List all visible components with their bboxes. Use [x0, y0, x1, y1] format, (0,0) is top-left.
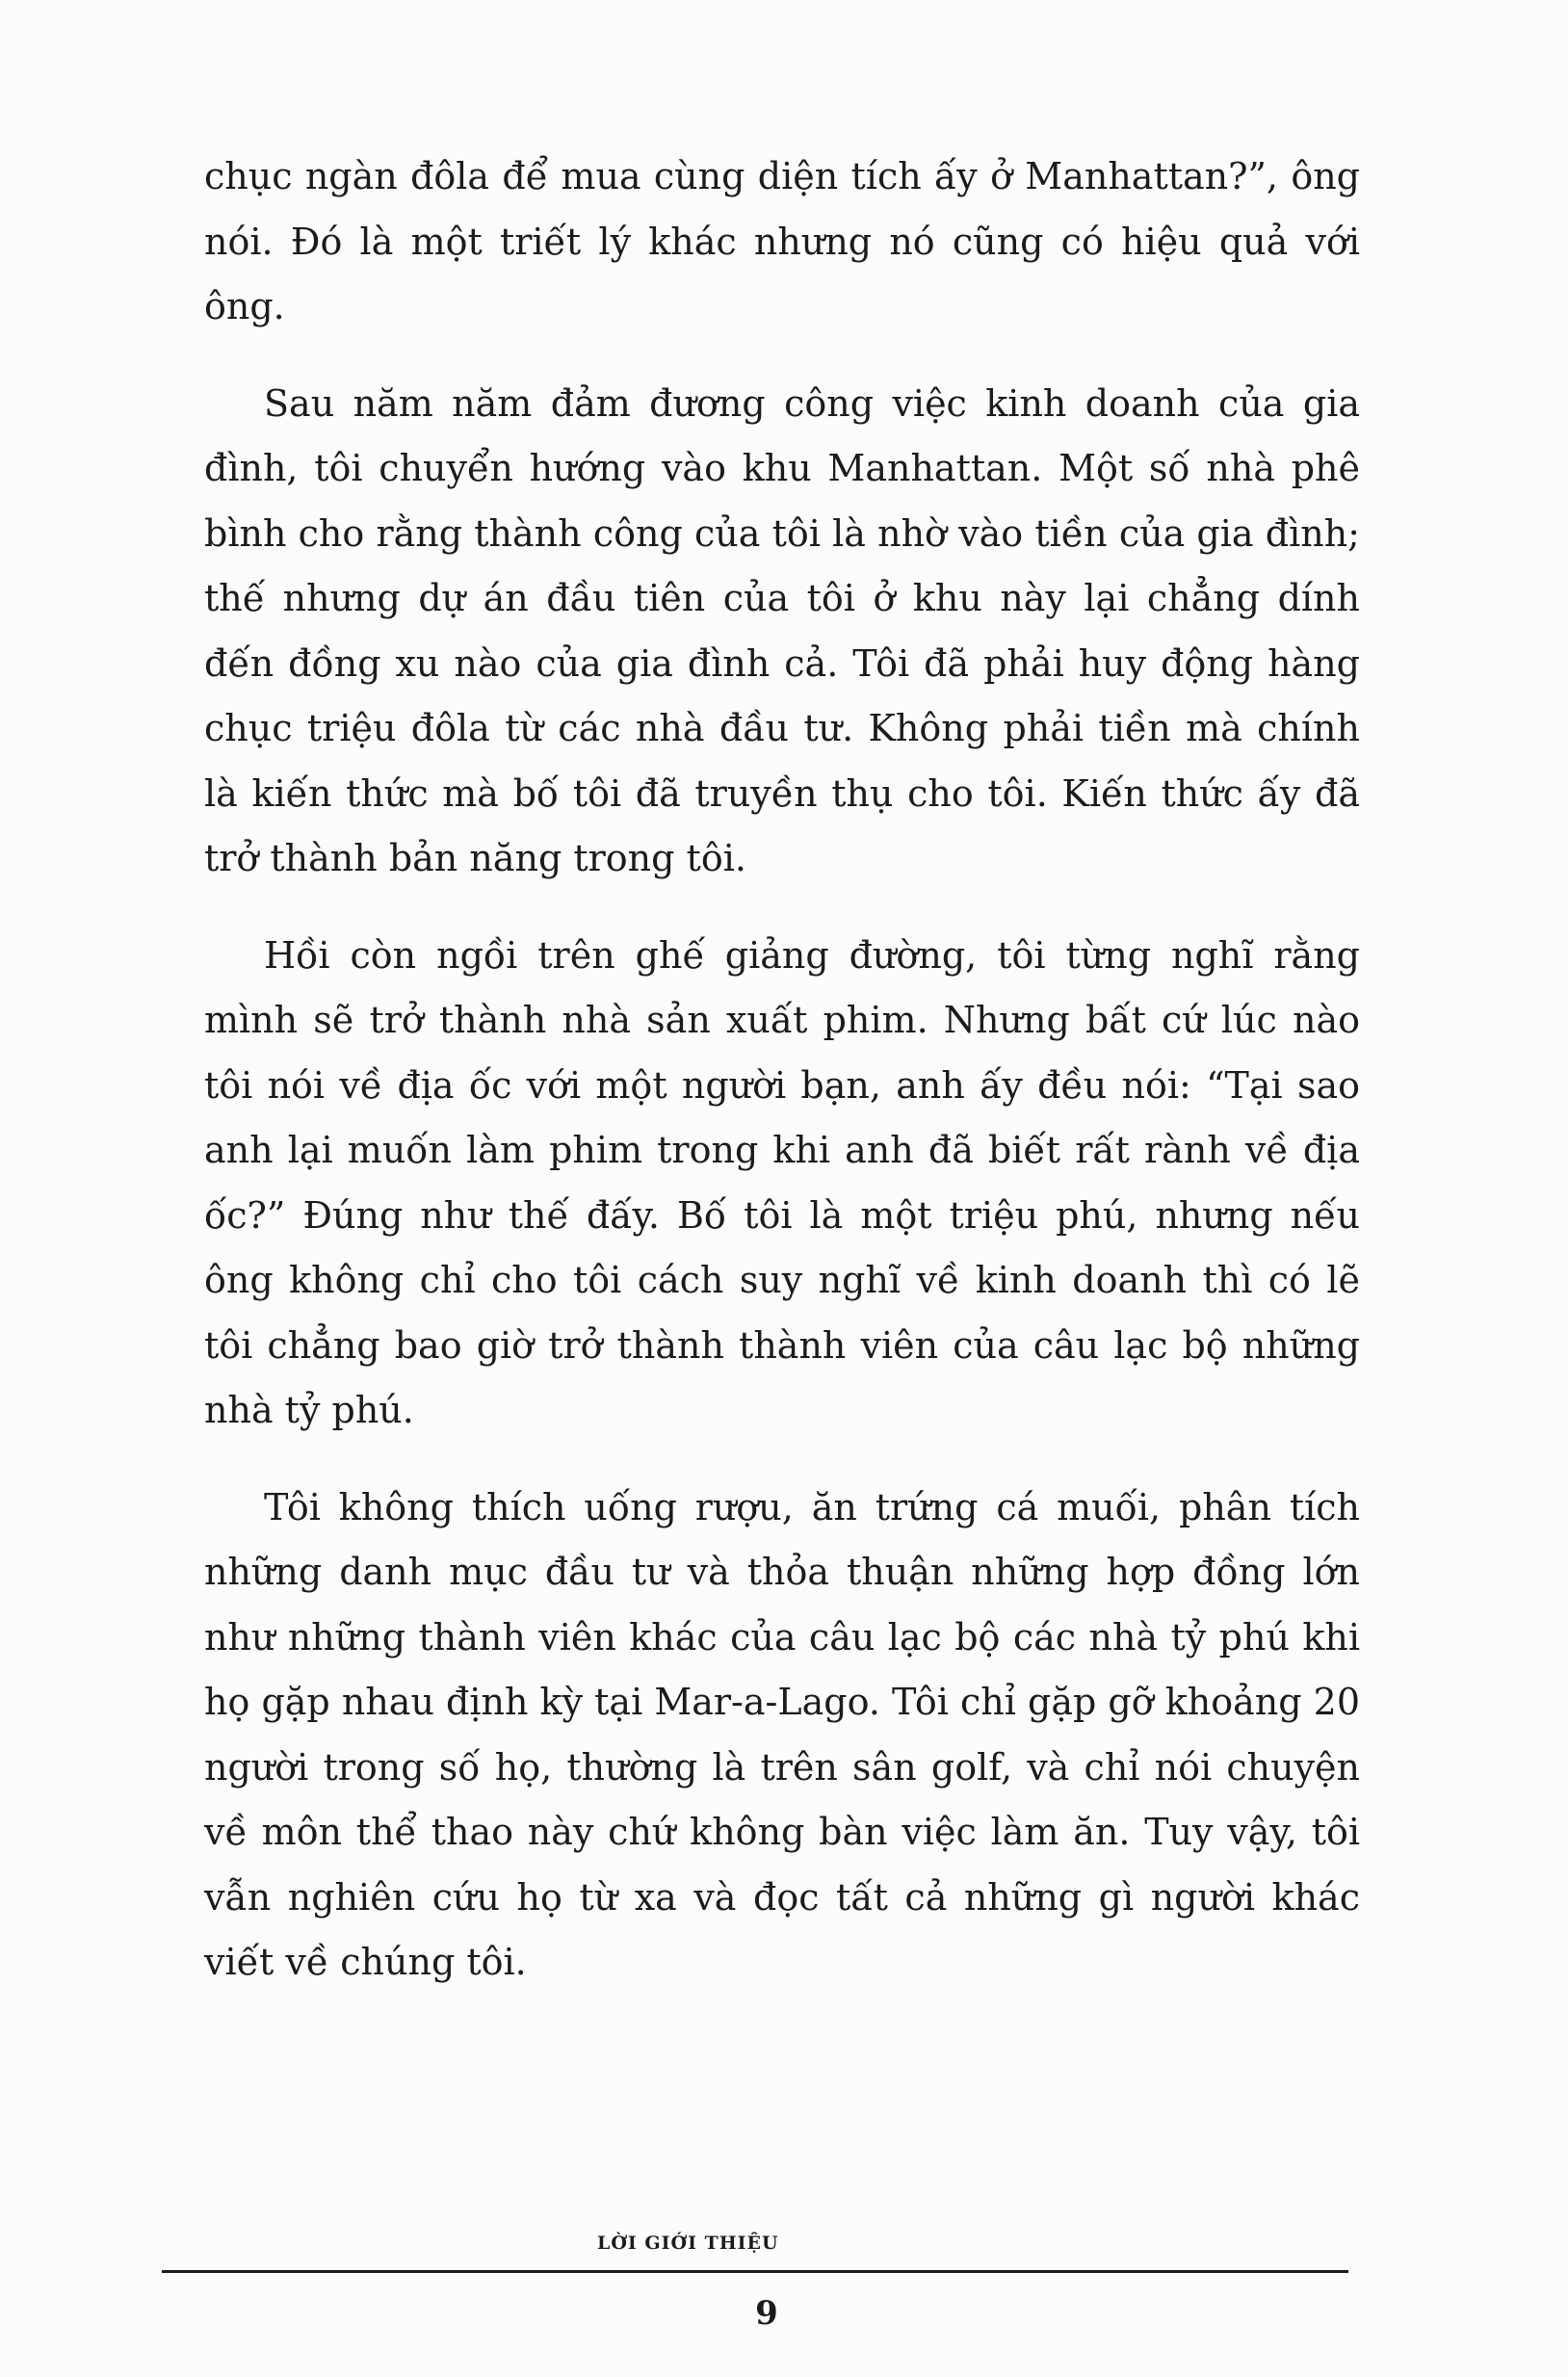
- body-text: [204, 144, 1360, 1996]
- paragraph: Tôi không thích uống rượu, ăn trứng cá muối, phân tích những danh mục đầu tư và thỏa thuận những hợp đồng lớn như những thành viên khác của câu lạc bộ các nhà tỷ phú khi họ gặp nhau định kỳ tại Mar-a-Lago. Tôi chỉ gặp gỡ khoảng 20 người trong số họ, thường là trên sân golf, và chỉ nói chuyện về môn thể thao này chứ không bàn việc làm ăn. Tuy vậy, tôi vẫn nghiên cứu họ từ xa và đọc tất cả những gì người khác viết về chúng tôi.: [204, 1485, 1360, 1983]
- paragraph: Hồi còn ngồi trên ghế giảng đường, tôi từng nghĩ rằng mình sẽ trở thành nhà sản xuất phim. Nhưng bất cứ lúc nào tôi nói về địa ốc với một người bạn, anh ấy đều nói: “Tại sao anh lại muốn làm phim trong khi anh đã biết rất rành về địa ốc?” Đúng như thế đấy. Bố tôi là một triệu phú, nhưng nếu ông không chỉ cho tôi cách suy nghĩ về kinh doanh thì có lẽ tôi chẳng bao giờ trở thành thành viên của câu lạc bộ những nhà tỷ phú.: [204, 933, 1360, 1431]
- footer-divider: [162, 2270, 1348, 2273]
- paragraph: Sau năm năm đảm đương công việc kinh doanh của gia đình, tôi chuyển hướng vào khu Manhattan. Một số nhà phê bình cho rằng thành công của tôi là nhờ vào tiền của gia đình; thế nhưng dự án đầu tiên của tôi ở khu này lại chẳng dính đến đồng xu nào của gia đình cả. Tôi đã phải huy động hàng chục triệu đôla từ các nhà đầu tư. Không phải tiền mà chính là kiến thức mà bố tôi đã truyền thụ cho tôi. Kiến thức ấy đã trở thành bản năng trong tôi.: [204, 381, 1360, 879]
- page-number: 9: [755, 2294, 778, 2333]
- running-footer-title: LỜI GIỚI THIỆU: [597, 2233, 779, 2254]
- paragraph-continued: chục ngàn đôla để mua cùng diện tích ấy ở Manhattan?”, ông nói. Đó là một triết lý khác nhưng nó cũng có hiệu quả với ông.: [204, 155, 1360, 327]
